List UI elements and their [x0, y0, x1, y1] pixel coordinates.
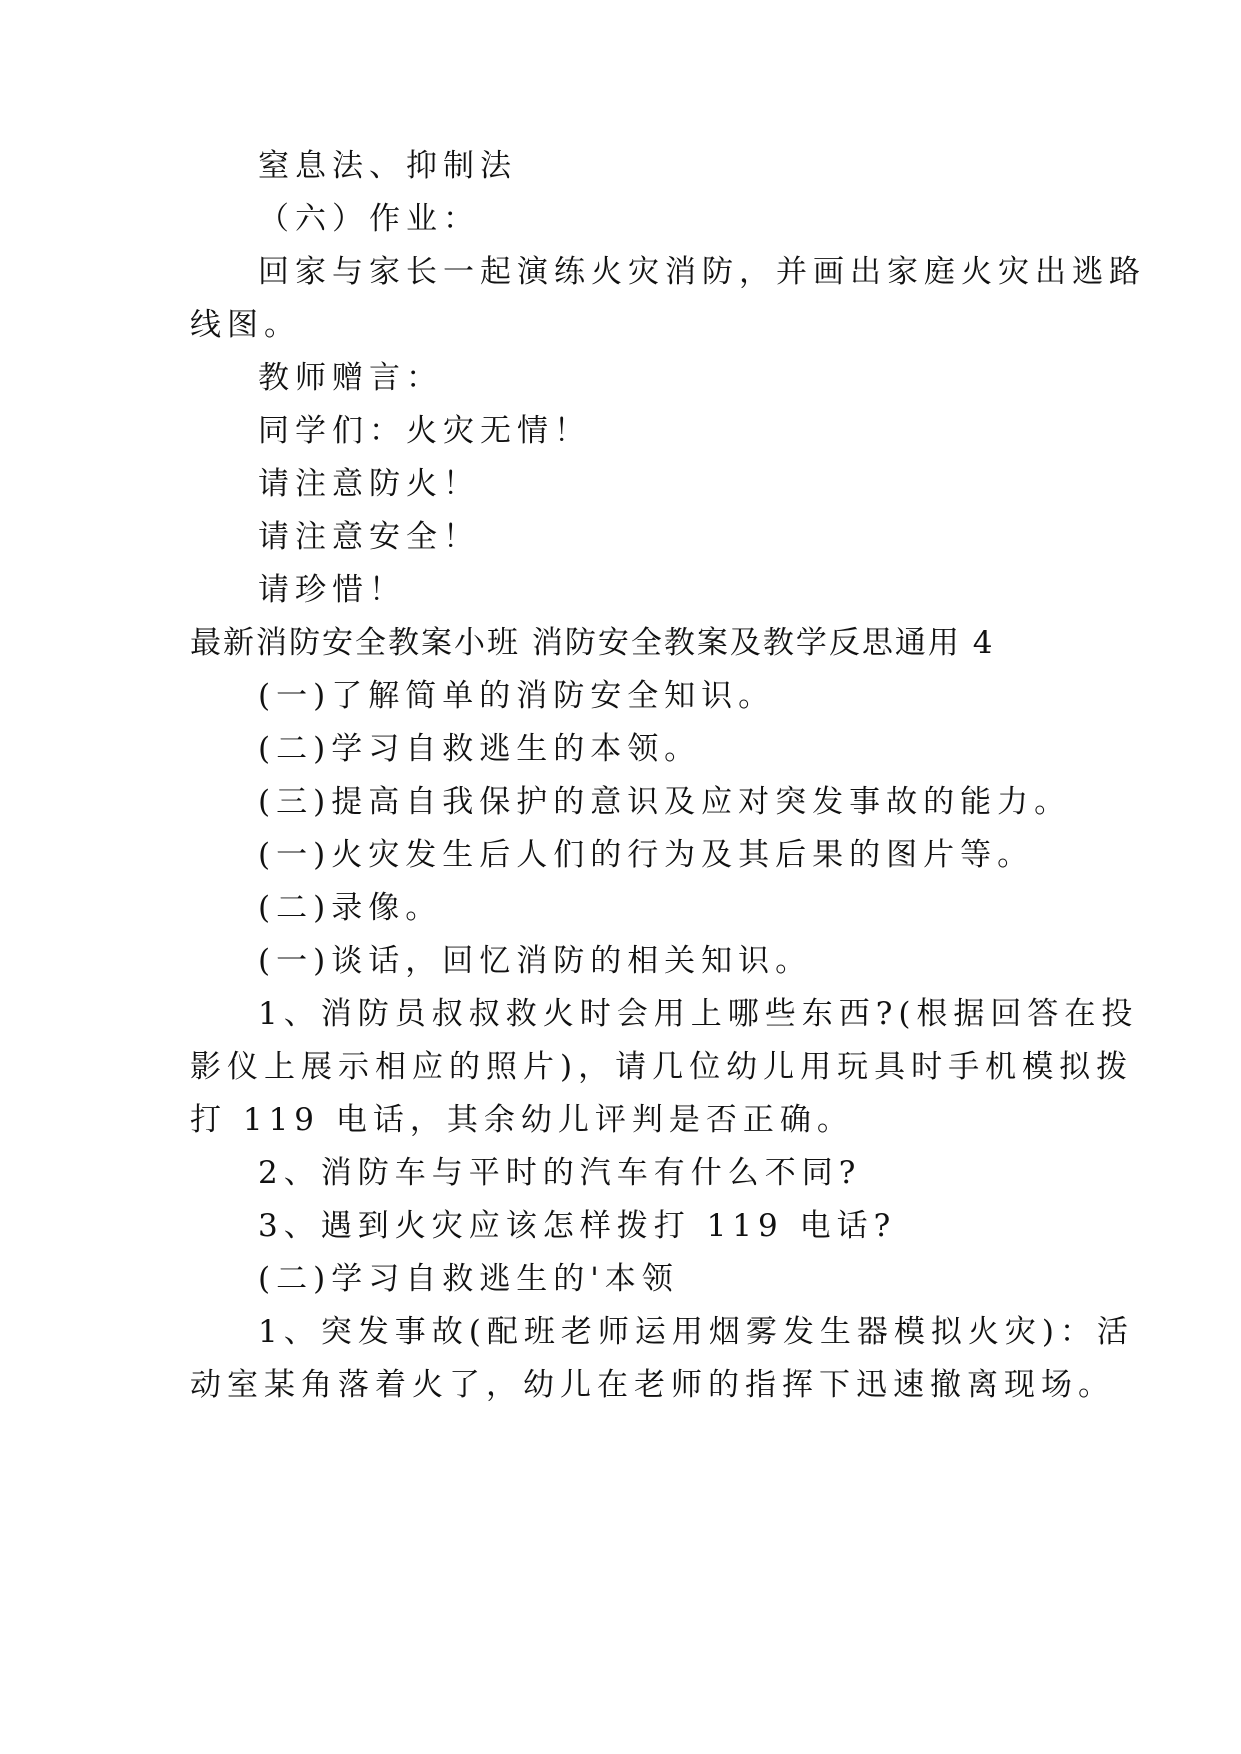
text-line: (二)学习自救逃生的'本领: [258, 1261, 679, 1297]
text-line: (二)录像。: [258, 890, 443, 926]
text-line: 1、消防员叔叔救火时会用上哪些东西?(根据回答在投: [258, 996, 1139, 1032]
text-line: (二)学习自救逃生的本领。: [258, 731, 702, 767]
text-line: 请注意安全！: [258, 519, 480, 555]
text-line: 打 119 电话，其余幼儿评判是否正确。: [190, 1102, 854, 1138]
text-line: (一)了解简单的消防安全知识。: [258, 678, 776, 714]
text-line: 回家与家长一起演练火灾消防，并画出家庭火灾出逃路: [258, 254, 1146, 290]
text-line: (一)火灾发生后人们的行为及其后果的图片等。: [258, 837, 1035, 873]
text-line: (三)提高自我保护的意识及应对突发事故的能力。: [258, 784, 1072, 820]
text-line: 窒息法、抑制法: [258, 148, 517, 184]
section-heading: （六）作业：: [258, 201, 480, 237]
text-line: 3、遇到火灾应该怎样拨打 119 电话?: [258, 1208, 897, 1244]
text-line: 请珍惜！: [258, 572, 406, 608]
text-line: 教师赠言：: [258, 360, 443, 396]
text-line: 影仪上展示相应的照片)，请几位幼儿用玩具时手机模拟拨: [190, 1049, 1134, 1085]
text-line: 线图。: [190, 307, 301, 343]
text-line: 同学们：火灾无情！: [258, 413, 591, 449]
text-line: 2、消防车与平时的汽车有什么不同?: [258, 1155, 862, 1191]
text-line: 请注意防火！: [258, 466, 480, 502]
text-line: 动室某角落着火了，幼儿在老师的指挥下迅速撤离现场。: [190, 1367, 1115, 1403]
text-line: (一)谈话，回忆消防的相关知识。: [258, 943, 813, 979]
text-line: 1、突发事故(配班老师运用烟雾发生器模拟火灾)：活: [258, 1314, 1134, 1350]
document-title: 最新消防安全教案小班 消防安全教案及教学反思通用 4: [190, 625, 995, 661]
